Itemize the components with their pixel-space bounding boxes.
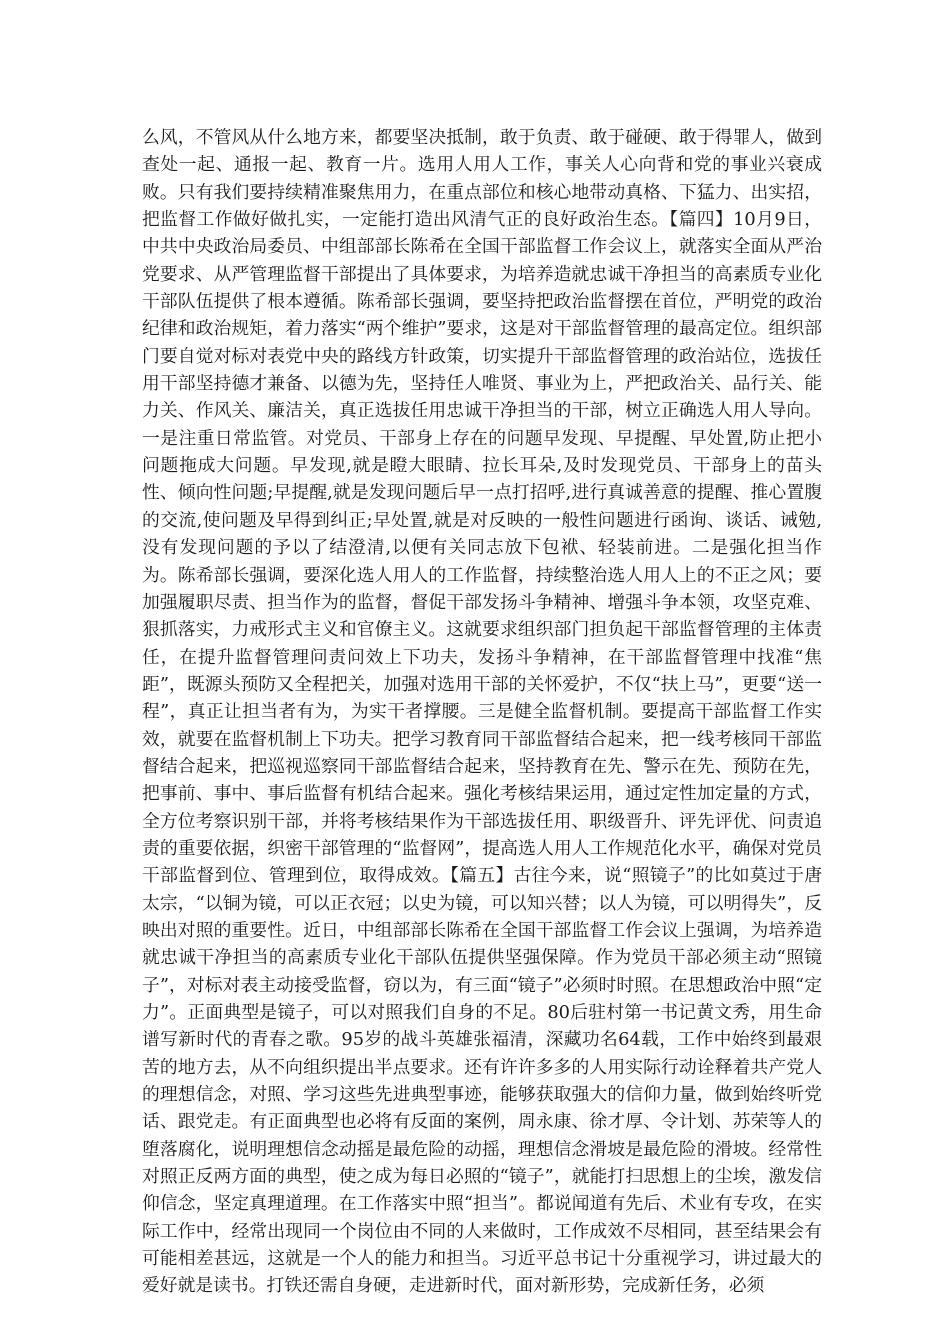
body-paragraph: 么风，不管风从什么地方来，都要坚决抵制，敢于负责、敢于碰硬、敢于得罪人，做到查处一起、通报一起、教育一片。选用人用人工作，事关人心向背和党的事业兴衰成败。只有我们要持续精准聚焦用力，在重点部位和核心地带动真格、下猛力、出实招，把监督工作做好做扎实，一定能打造出风清气正的良好政治生态。【篇四】10月9日，中共中央政治局委员、中组部部长陈希在全国干部监督工作会议上，就落实全面从严治党要求、从严管理监督干部提出了具体要求，为培养造就忠诚干净担当的高素质专业化干部队伍提供了根本遵循。陈希部长强调，要坚持把政治监督摆在首位，严明党的政治纪律和政治规矩，着力落实“两个维护”要求，这是对干部监督管理的最高定位。组织部门要自觉对标对表党中央的路线方针政策，切实提升干部监督管理的政治站位，选拔任用干部坚持德才兼备、以德为先，坚持任人唯贤、事业为上，严把政治关、品行关、能力关、作风关、廉洁关，真正选拔任用忠诚干净担当的干部，树立正确选人用人导向。一是注重日常监管。对党员、干部身上存在的问题早发现、早提醒、早处置,防止把小问题拖成大问题。早发现,就是瞪大眼睛、拉长耳朵,及时发现党员、干部身上的苗头性、倾向性问题;早提醒,就是发现问题后早一点打招呼,进行真诚善意的提醒、推心置腹的交流,使问题及早得到纠正;早处置,就是对反映的一般性问题进行函询、谈话、诫勉,没有发现问题的予以了结澄清,以便有关同志放下包袱、轻装前进。二是强化担当作为。陈希部长强调，要深化选人用人的工作监督，持续整治选人用人上的不正之风；要加强履职尽责、担当作为的监督，督促干部发扬斗争精神、增强斗争本领，攻坚克难、狠抓落实，力戒形式主义和官僚主义。这就要求组织部门担负起干部监督管理的主体责任，在提升监督管理问责问效上下功夫，发扬斗争精神，在干部监督管理中找准“焦距”，既源头预防又全程把关，加强对选用干部的关怀爱护，不仅“扶上马”，更要“送一程”，真正让担当者有为，为实干者撑腰。三是健全监督机制。要提高干部监督工作实效，就要在监督机制上下功夫。把学习教育同干部监督结合起来，把一线考核同干部监督结合起来，把巡视巡察同干部监督结合起来，坚持教育在先、警示在先、预防在先，把事前、事中、事后监督有机结合起来。强化考核结果运用，通过定性加定量的方式，全方位考察识别干部，并将考核结果作为干部选拔任用、职级晋升、评先评优、问责追责的重要依据，织密干部管理的“监督网”，提高选人用人工作规范化水平，确保对党员干部监督到位、管理到位，取得成效。【篇五】古往今来，说“照镜子”的比如莫过于唐太宗，“以铜为镜，可以正衣冠；以史为镜，可以知兴替；以人为镜，可以明得失”，反映出对照的重要性。近日，中组部部长陈希在全国干部监督工作会议上强调，为培养造就忠诚干净担当的高素质专业化干部队伍提供坚强保障。作为党员干部必须主动“照镜子”，对标对表主动接受监督，窃以为，有三面“镜子”必须时时照。在思想政治中照“定力”。正面典型是镜子，可以对照我们自身的不足。80后驻村第一书记黄文秀，用生命谱写新时代的青春之歌。95岁的战斗英雄张福清，深藏功名64载，工作中始终到最艰苦的地方去，从不向组织提出半点要求。还有许许多多的人用实际行动诠释着共产党人的理想信念，对照、学习这些先进典型事迹，能够获取强大的信仰力量，做到始终听党话、跟党走。有正面典型也必将有反面的案例，周永康、徐才厚、令计划、苏荣等人的堕落腐化，说明理想信念动摇是最危险的动摇，理想信念滑坡是最危险的滑坡。经常性对照正反两方面的典型，使之成为每日必照的“镜子”，就能打扫思想上的尘埃，激发信仰信念，坚定真理道理。在工作落实中照“担当”。都说闻道有先后、术业有专攻，在实际工作中，经常出现同一个岗位由不同的人来做时，工作成效不尽相同，甚至结果会有可能相差甚远，这就是一个人的能力和担当。习近平总书记十分重视学习，讲过最大的爱好就是读书。打铁还需自身硬，走进新时代，面对新形势，完成新任务，必须 (142, 127, 822, 1297)
